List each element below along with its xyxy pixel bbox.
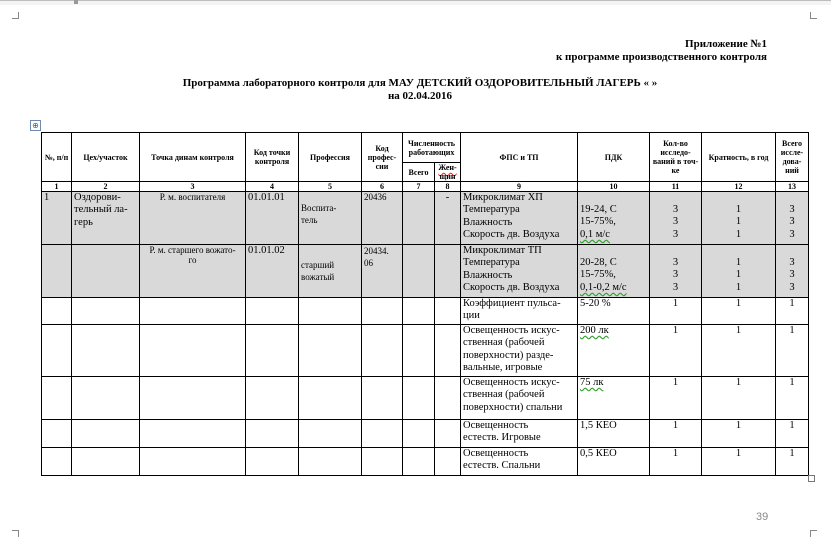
title-line: Программа лабораторного контроля для МАУ ДЕТСКИЙ ОЗДОРОВИТЕЛЬНЫЙ ЛАГЕРЬ « » [182, 77, 658, 89]
research-total-cell: 1 [776, 448, 809, 476]
ruler-margin-marker [74, 0, 78, 4]
header-point: Точка динам контроля [140, 133, 246, 182]
code-point-cell: 01.01.01 [246, 192, 299, 245]
frequency-cell: 1 1 1 [702, 192, 776, 245]
column-number: 13 [776, 182, 809, 192]
header-headcount: Численность работающих [403, 133, 461, 163]
pdk-cell: 20-28, С 15-75%, 0,1-0,2 м/с [578, 245, 650, 298]
pdk-cell: 75 лк [578, 377, 650, 420]
table-row [42, 448, 809, 476]
header-research-count: Кол-во исследо-ваний в точ-ке [650, 133, 702, 182]
women-cell: - [435, 192, 461, 245]
research-count-cell: 1 [650, 298, 702, 325]
total-cell [403, 192, 435, 245]
header-frequency: Кратность, в год [702, 133, 776, 182]
profession-cell: Воспита- тель [299, 192, 362, 245]
research-total-cell: 3 3 3 [776, 192, 809, 245]
fps-cell: Микроклимат ХП Температура Влажность Скорость дв. Воздуха [461, 192, 578, 245]
table-row [42, 325, 809, 377]
row-number: 1 [42, 192, 72, 245]
column-number: 6 [362, 182, 403, 192]
pdk-cell: 0,5 КЕО [578, 448, 650, 476]
column-number: 3 [140, 182, 246, 192]
column-number: 12 [702, 182, 776, 192]
header-women: Жен-щин [435, 163, 461, 182]
research-total-cell: 1 [776, 298, 809, 325]
research-count-cell: 1 [650, 420, 702, 448]
code-profession-cell: 20436 [362, 192, 403, 245]
column-number-row [42, 182, 809, 192]
fps-cell: Освещенность естеств. Спальни [461, 448, 578, 476]
column-number: 4 [246, 182, 299, 192]
crop-mark [810, 530, 817, 537]
table-row [42, 420, 809, 448]
header-code-profession: Код профес-сии [362, 133, 403, 182]
research-count-cell: 3 3 3 [650, 245, 702, 298]
frequency-cell: 1 [702, 448, 776, 476]
frequency-cell: 1 [702, 325, 776, 377]
frequency-cell: 1 [702, 377, 776, 420]
table-move-handle-icon[interactable]: ⊕ [30, 120, 41, 131]
crop-mark [12, 530, 19, 537]
fps-cell: Освещенность естеств. Игровые [461, 420, 578, 448]
pdk-cell: 200 лк [578, 325, 650, 377]
pdk-cell: 19-24, С 15-75%, 0,1 м/с [578, 192, 650, 245]
header-num: №, п/п [42, 133, 72, 182]
fps-cell: Освещенность искус- ственная (рабочей поверхности) разде- вальные, игровые [461, 325, 578, 377]
research-total-cell: 1 [776, 420, 809, 448]
table-row [42, 245, 809, 298]
fps-cell: Коэффициент пульса- ции [461, 298, 578, 325]
column-number: 8 [435, 182, 461, 192]
research-total-cell: 1 [776, 325, 809, 377]
header-profession: Профессия [299, 133, 362, 182]
frequency-cell: 1 1 1 [702, 245, 776, 298]
table-resize-handle[interactable] [808, 475, 815, 482]
research-count-cell: 1 [650, 377, 702, 420]
total-cell [403, 245, 435, 298]
table-row [42, 377, 809, 420]
women-cell [435, 245, 461, 298]
column-number: 2 [72, 182, 140, 192]
frequency-cell: 1 [702, 298, 776, 325]
crop-mark [12, 12, 19, 19]
pdk-cell: 1,5 КЕО [578, 420, 650, 448]
code-point-cell: 01.01.02 [246, 245, 299, 298]
header-code-point: Код точки контроля [246, 133, 299, 182]
research-total-cell: 3 3 3 [776, 245, 809, 298]
header-total: Всего [403, 163, 435, 182]
header-pdk: ПДК [578, 133, 650, 182]
table-row [42, 298, 809, 325]
row-number [42, 245, 72, 298]
research-total-cell: 1 [776, 377, 809, 420]
code-profession-cell: 20434. 06 [362, 245, 403, 298]
column-number: 11 [650, 182, 702, 192]
appendix-heading [556, 38, 767, 63]
column-number: 10 [578, 182, 650, 192]
research-count-cell: 3 3 3 [650, 192, 702, 245]
fps-cell: Освещенность искус- ственная (рабочей поверхности) спальни [461, 377, 578, 420]
table-row [42, 192, 809, 245]
column-number: 5 [299, 182, 362, 192]
header-fps: ФПС и ТП [461, 133, 578, 182]
header-shop: Цех/участок [72, 133, 140, 182]
header-research-total: Всего иссле-дова-ний [776, 133, 809, 182]
profession-cell: старший вожатый [299, 245, 362, 298]
point-cell: Р. м. воспитателя [140, 192, 246, 245]
shop-cell: Оздорови- тельный ла- герь [72, 192, 140, 245]
frequency-cell: 1 [702, 420, 776, 448]
fps-cell: Микроклимат ТП Температура Влажность Скорость дв. Воздуха [461, 245, 578, 298]
crop-mark [810, 12, 817, 19]
pdk-cell: 5-20 % [578, 298, 650, 325]
shop-cell [72, 245, 140, 298]
column-number: 7 [403, 182, 435, 192]
research-count-cell: 1 [650, 448, 702, 476]
column-number: 1 [42, 182, 72, 192]
page-number: 39 [756, 511, 769, 523]
appendix-line: к программе производственного контроля [555, 50, 767, 63]
column-number: 9 [461, 182, 578, 192]
title-date: на 02.04.2016 [387, 89, 453, 102]
point-cell: Р. м. старшего вожато- го [140, 245, 246, 298]
document-title [120, 77, 720, 102]
appendix-line: Приложение №1 [685, 38, 767, 50]
research-count-cell: 1 [650, 325, 702, 377]
page-top-rule [0, 0, 831, 5]
lab-control-table [41, 132, 809, 476]
